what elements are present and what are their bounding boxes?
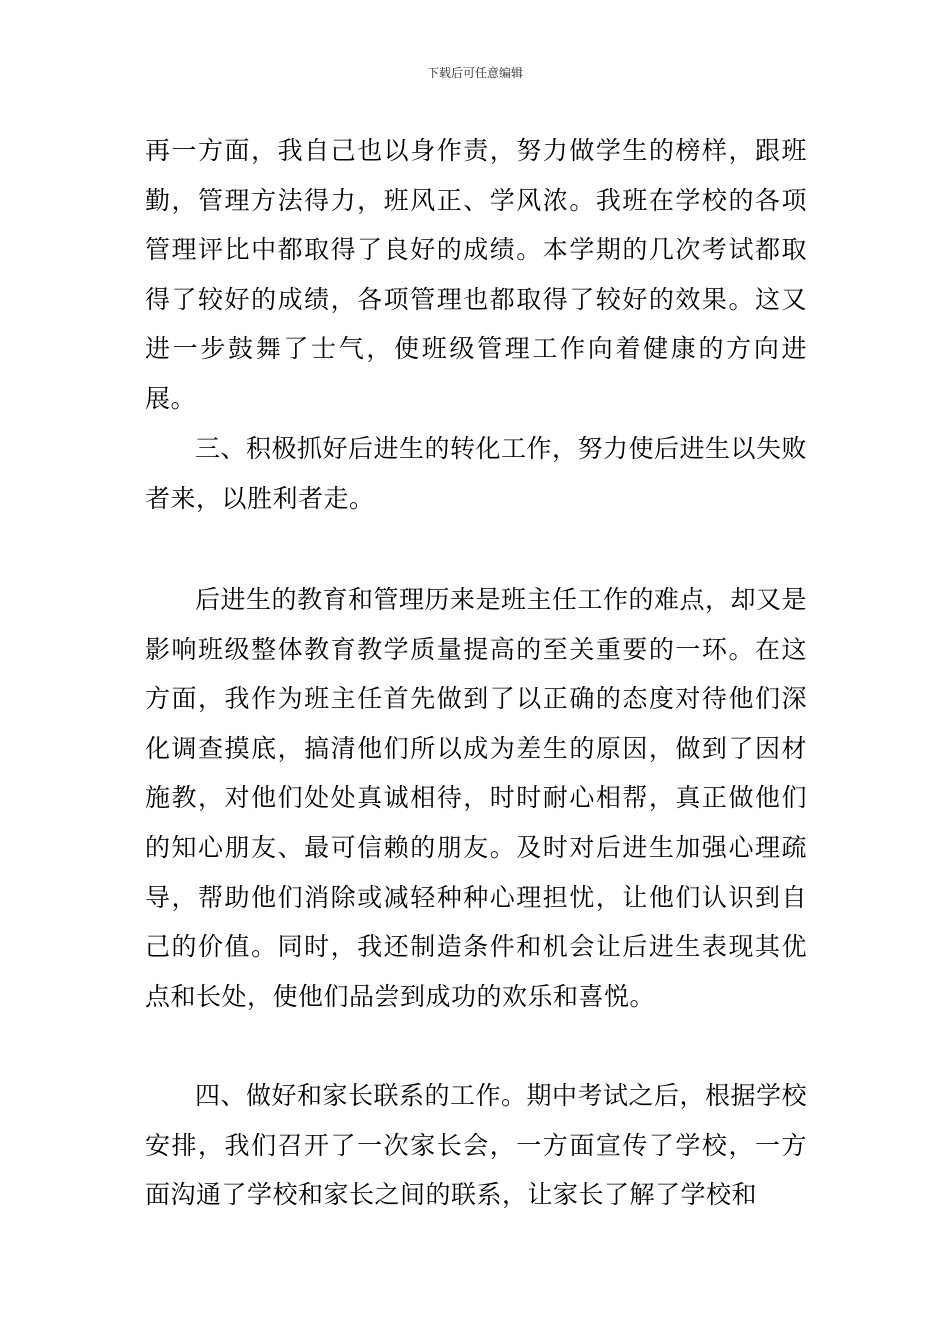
paragraph-continuation: 再一方面，我自己也以身作责，努力做学生的榜样，跟班勤，管理方法得力，班风正、学风浓。我班在学校的各项管理评比中都取得了良好的成绩。本学期的几次考试都取得了较好的成绩，各项管理也都取得了较好的效果。这又进一步鼓舞了士气，使班级管理工作向着健康的方向进展。 bbox=[145, 136, 807, 413]
paragraph-underachievers: 后进生的教育和管理历来是班主任工作的难点，却又是影响班级整体教育教学质量提高的至关重要的一环。在这方面，我作为班主任首先做到了以正确的态度对待他们深化调查摸底，搞清他们所以成为差生的原因，做到了因材施教，对他们处处真诚相待，时时耐心相帮，真正做他们的知心朋友、最可信赖的朋友。及时对后进生加强心理疏导，帮助他们消除或减轻种种心理担忧，让他们认识到自己的价值。同时，我还制造条件和机会让后进生表现其优点和长处，使他们品尝到成功的欢乐和喜悦。 bbox=[145, 585, 808, 1011]
page-header-note: 下载后可任意编辑 bbox=[426, 66, 523, 80]
section-heading-four: 四、做好和家长联系的工作。期中考试之后，根据学校安排，我们召开了一次家长会，一方面宣传了学校，一方面沟通了学校和家长之间的联系，让家长了解了学校和 bbox=[145, 1081, 808, 1210]
section-heading-three: 三、积极抓好后进生的转化工作，努力使后进生以失败者来，以胜利者走。 bbox=[145, 434, 808, 513]
